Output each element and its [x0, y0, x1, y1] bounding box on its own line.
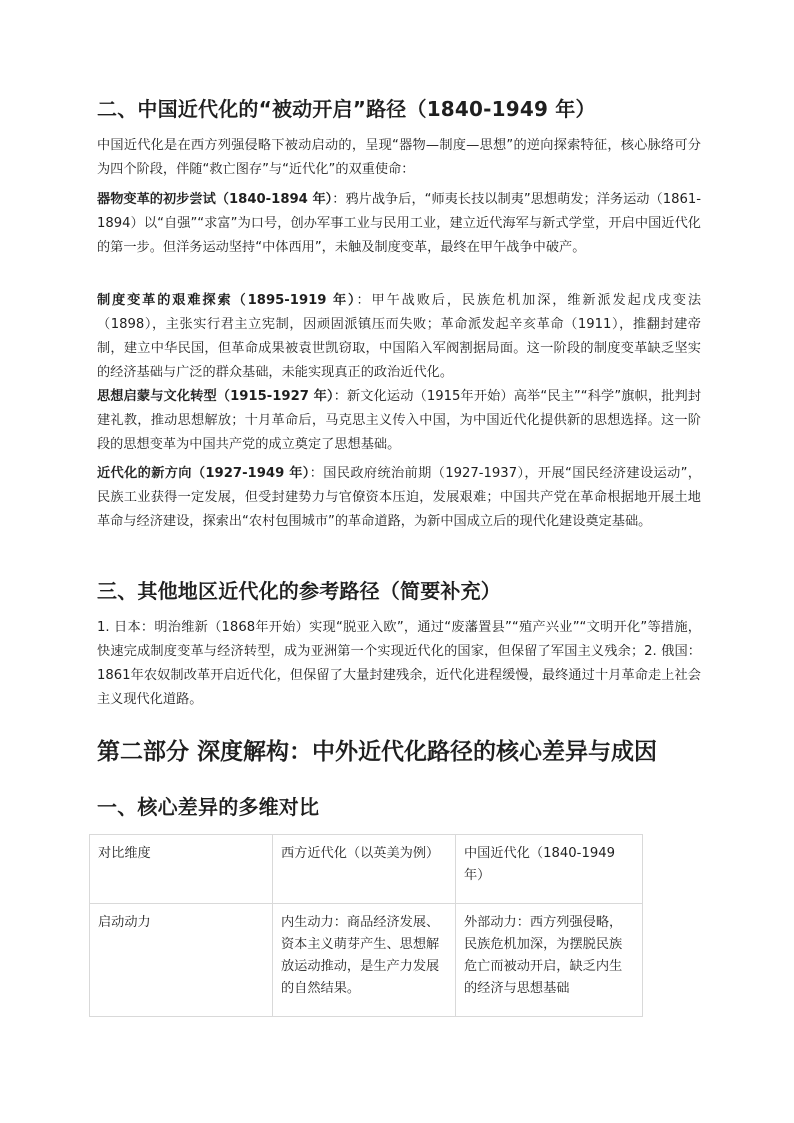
table-header-cell: 对比维度	[90, 835, 273, 904]
stage-text: ：鸦片战争后，“师夷长技以制夷”思想萌发；洋务运动（1861-1894）以“自强”“求富”为口号，创办军事工业与民用工业，建立近代海军与新式学堂，开启中国近代化的第一步。但洋务运动坚持“中体西用”，未触及制度变革，最终在甲午战争中破产。	[97, 192, 702, 255]
section-heading-china-modernization: 二、中国近代化的“被动开启”路径（1840-1949 年）	[97, 97, 596, 121]
table-header-cell: 中国近代化（1840-1949 年）	[456, 835, 643, 904]
table-header-cell: 西方近代化（以英美为例）	[273, 835, 456, 904]
stage-text: ：新文化运动（1915年开始）高举“民主”“科学”旗帜，批判封建礼教，推动思想解放；十月革命后，马克思主义传入中国，为中国近代化提供新的思想选择。这一阶段的思想变革为中国共产党的成立奠定了思想基础。	[97, 389, 702, 452]
section-intro-paragraph: 中国近代化是在西方列强侵略下被动启动的，呈现“器物—制度—思想”的逆向探索特征，核心脉络可分为四个阶段，伴随“救亡图存”与“近代化”的双重使命：	[97, 138, 701, 177]
stage-term: 器物变革的初步尝试（1840-1894 年）	[97, 192, 333, 207]
comparison-table	[89, 834, 643, 1017]
table-cell: 内生动力：商品经济发展、资本主义萌芽产生、思想解放运动推动，是生产力发展的自然结果。	[273, 904, 456, 1017]
other-regions-paragraph: 1. 日本：明治维新（1868年开始）实现“脱亚入欧”，通过“废藩置县”“殖产兴业”“文明开化”等措施，快速完成制度变革与经济转型，成为亚洲第一个实现近代化的国家，但保留了军国主义残余；2. 俄国：1861年农奴制改革开启近代化，但保留了大量封建残余，近代化进程缓慢，最终通过十月革命走上社会主义现代化道路。	[97, 620, 701, 707]
stage-paragraph-2	[97, 289, 701, 385]
table-header-row	[90, 835, 643, 904]
stage-term: 思想启蒙与文化转型（1915-1927 年）	[97, 389, 334, 404]
stage-term: 近代化的新方向（1927-1949 年）	[97, 466, 310, 481]
table-row	[90, 904, 643, 1017]
table-cell: 外部动力：西方列强侵略，民族危机加深，为摆脱民族危亡而被动开启，缺乏内生的经济与思想基础	[456, 904, 643, 1017]
section-heading-other-regions: 三、其他地区近代化的参考路径（简要补充）	[97, 579, 501, 603]
stage-text: ：国民政府统治前期（1927-1937），开展“国民经济建设运动”，民族工业获得一定发展，但受封建势力与官僚资本压迫，发展艰难；中国共产党在革命根据地开展土地革命与经济建设，探索出“农村包围城市”的革命道路，为新中国成立后的现代化建设奠定基础。	[97, 466, 701, 529]
subsection-heading-comparison: 一、核心差异的多维对比	[97, 795, 320, 819]
part-heading: 第二部分 深度解构：中外近代化路径的核心差异与成因	[97, 739, 658, 765]
stage-paragraph-4	[97, 462, 701, 534]
table-cell: 启动动力	[90, 904, 273, 1017]
stage-paragraph-1	[97, 188, 701, 260]
stage-paragraph-3	[97, 385, 701, 457]
stage-term: 制度变革的艰难探索（1895-1919 年）	[97, 293, 357, 308]
stage-text: ：甲午战败后，民族危机加深，维新派发起戊戌变法（1898），主张实行君主立宪制，因顽固派镇压而失败；革命派发起辛亥革命（1911），推翻封建帝制，建立中华民国，但革命成果被袁世凯窃取，中国陷入军阀割据局面。这一阶段的制度变革缺乏坚实的经济基础与广泛的群众基础，未能实现真正的政治近代化。	[97, 293, 702, 380]
